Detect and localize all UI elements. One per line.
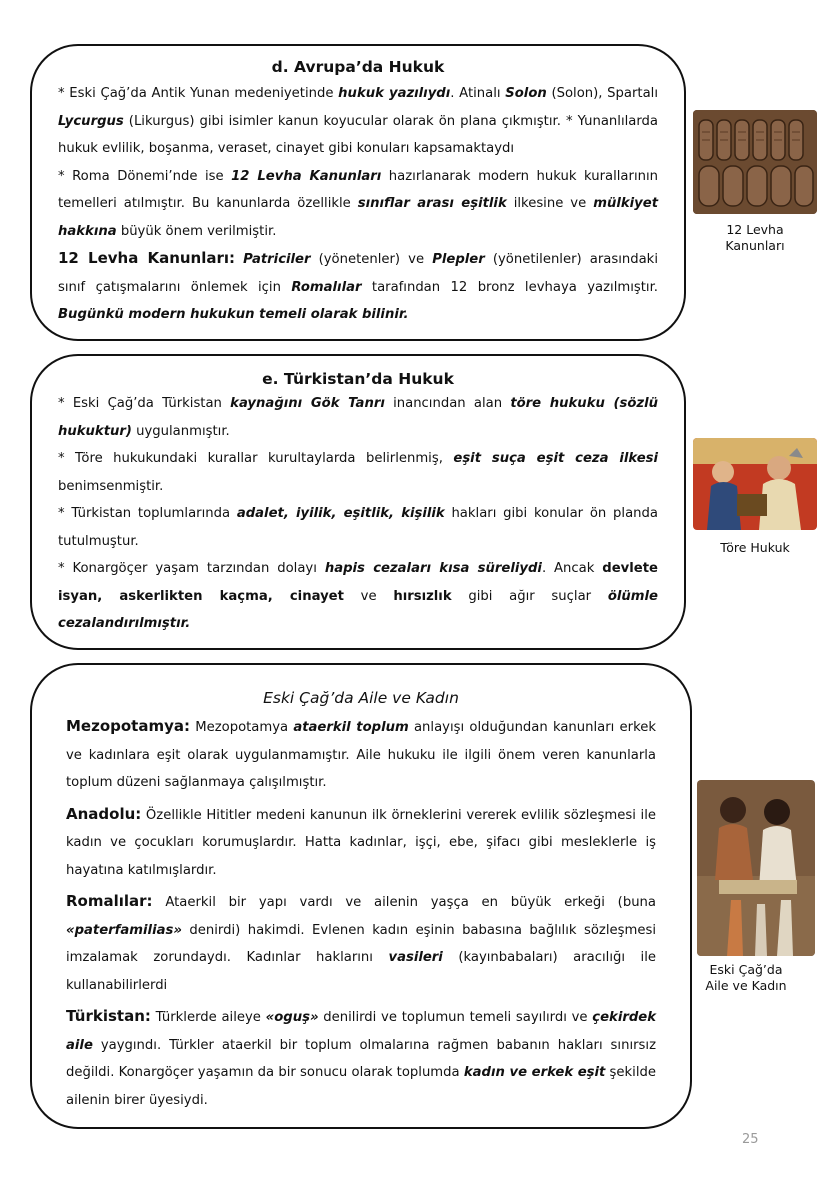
text-run: tarafından 12 bronz levhaya yazılmıştır. xyxy=(361,279,658,295)
text-run: töre hukuku (sözlü hukuktur) xyxy=(58,396,659,439)
paragraph xyxy=(58,80,658,163)
text-run: kaynağını Gök Tanrı xyxy=(230,396,385,411)
paragraph xyxy=(58,445,658,500)
text-run: Plepler xyxy=(432,252,485,267)
text-run: çekirdek aile xyxy=(66,1010,656,1053)
text-run: (kayınbabaları) aracılığı ile kullanabilirlerdi xyxy=(66,950,656,993)
text-run: «oguş» xyxy=(265,1010,319,1025)
text-run: Bugünkü modern hukukun temeli olarak bilinir. xyxy=(58,307,409,322)
paragraph xyxy=(58,555,658,638)
text-run: şekilde ailenin birer üyesiydi. xyxy=(66,1065,656,1108)
text-run xyxy=(235,252,243,267)
text-run: gibi ağır suçlar xyxy=(451,588,608,604)
paragraph xyxy=(66,1003,656,1114)
text-run: Mezopotamya xyxy=(190,720,294,735)
section-title: d. Avrupa’da Hukuk xyxy=(271,58,445,76)
text-run: kadın ve erkek eşit xyxy=(463,1065,606,1080)
section-title: Eski Çağ’da Aile ve Kadın xyxy=(263,689,459,707)
paragraph xyxy=(58,163,658,246)
text-run: (yönetilenler) arasındaki sınıf çatışmalarını önlemek için xyxy=(58,252,658,295)
text-run: Türklerde aileye xyxy=(150,1010,266,1025)
text-run: Lycurgus xyxy=(58,113,124,129)
caption-twelve-tables: 12 Levha Kanunları xyxy=(725,222,785,253)
text-run: uygulanmıştır. xyxy=(131,423,230,439)
text-run: büyük önem verilmiştir. xyxy=(116,223,277,239)
text-run: ölümle cezalandırılmıştır. xyxy=(58,588,658,631)
text-run: * Eski Çağ’da Türkistan xyxy=(58,396,231,411)
paragraph xyxy=(66,801,656,885)
text-run: (yönetenler) ve xyxy=(310,252,433,267)
text-run: hukuk yazılıydı xyxy=(338,86,451,101)
text-run: inancından alan xyxy=(384,396,511,411)
text-run: (Solon), Spartalı xyxy=(546,86,658,101)
text-run: . Ancak xyxy=(541,561,603,576)
text-run: * Töre hukukundaki kurallar kurultaylarda belirlenmiş, xyxy=(58,451,454,466)
text-run: hakları gibi konular ön planda tutulmuştur. xyxy=(58,506,658,549)
paragraph-lead: Romalılar: xyxy=(66,892,153,910)
text-run: Romalılar xyxy=(291,279,362,295)
text-run: vasileri xyxy=(388,950,443,965)
text-run: hapis cezaları kısa süreliydi xyxy=(324,561,542,576)
paragraph xyxy=(66,713,656,797)
text-run: . Atinalı xyxy=(450,86,506,101)
text-run: ilkesine ve xyxy=(506,196,594,211)
section-avrupa-hukuk xyxy=(30,44,686,341)
paragraph-lead: 12 Levha Kanunları: xyxy=(58,249,236,267)
text-run: mülkiyet hakkına xyxy=(58,196,659,239)
family-statue-image xyxy=(697,780,815,956)
tore-law-image xyxy=(693,438,817,530)
text-run: Ataerkil bir yapı vardı ve ailenin yaşça en büyük erkeği (buna xyxy=(152,895,656,910)
text-run: * Türkistan toplumlarında xyxy=(58,506,237,521)
text-run: Patriciler xyxy=(243,252,311,267)
text-run: 12 Levha Kanunları xyxy=(231,168,382,184)
paragraph xyxy=(58,390,658,445)
text-run: eşit suça eşit ceza ilkesi xyxy=(453,451,659,466)
text-run: denirdi) hakimdi. Evlenen kadın eşinin babasına bağlılık sözleşmesi imzalamak zorundaydı. Kadınlar haklarını xyxy=(66,922,656,965)
text-run: hazırlanarak modern hukuk kurallarının temelleri atılmıştır. Bu kanunlarda özellikle xyxy=(58,168,658,211)
paragraph-lead: Anadolu: xyxy=(66,804,142,823)
section-turkistan-hukuk xyxy=(30,354,686,650)
text-run: denilirdi ve toplumun temeli sayılırdı ve xyxy=(318,1010,593,1025)
text-run: adalet, iyilik, eşitlik, kişilik xyxy=(236,506,445,521)
caption-tore-hukuk: Töre Hukuk xyxy=(720,540,790,555)
caption-aile-kadin: Eski Çağ’da Aile ve Kadın xyxy=(705,962,787,993)
text-run: hırsızlık xyxy=(393,588,452,604)
paragraph-lead: Mezopotamya: xyxy=(66,717,190,735)
text-run: yaygındı. Türkler ataerkil bir toplum olmalarına rağmen babanın hakları sınırsız değildi. Konargöçer yaşamın da bir sonucu olarak toplumda xyxy=(66,1037,656,1080)
text-run: benimsenmiştir. xyxy=(58,478,164,494)
text-run: sınıflar arası eşitlik xyxy=(357,196,507,211)
text-run: ve xyxy=(343,588,394,604)
twelve-tables-image xyxy=(693,110,817,214)
text-run: * Eski Çağ’da Antik Yunan medeniyetinde xyxy=(58,86,339,101)
paragraph-lead: Türkistan: xyxy=(66,1007,151,1025)
text-run: * Roma Dönemi’nde ise xyxy=(58,168,232,184)
text-run: * Konargöçer yaşam tarzından dolayı xyxy=(58,561,325,576)
text-run: anlayışı olduğundan kanunları erkek ve kadınlara eşit olarak uygulanmamıştır. Aile hukuku ile ilgili önem veren kanunlarla toplum düzeni sağlanmaya çalışılmıştır. xyxy=(66,720,656,790)
text-run: (Likurgus) gibi isimler kanun koyucular olarak ön plana çıkmıştır. * Yunanlılarda hukuk evlilik, boşanma, veraset, cinayet gibi konuları kapsamaktaydı xyxy=(58,113,658,156)
text-run: Solon xyxy=(505,86,547,101)
section-aile-kadin xyxy=(30,663,692,1129)
text-run: «paterfamilias» xyxy=(66,922,182,938)
text-run: Özellikle Hititler medeni kanunun ilk örneklerini vererek evlilik sözleşmesi ile kadın ve çocukları korumuşlardır. Hatta kadınlar, işçi, ebe, şifacı gibi mesleklerle iş hayatına katılmışlardır. xyxy=(66,807,656,878)
paragraph xyxy=(58,245,658,329)
paragraph xyxy=(58,500,658,555)
paragraph xyxy=(66,888,656,999)
section-title: e. Türkistan’da Hukuk xyxy=(262,370,454,388)
text-run: ataerkil toplum xyxy=(293,720,409,735)
text-run: devlete isyan, askerlikten kaçma, cinayet xyxy=(58,561,658,604)
page-number: 25 xyxy=(742,1132,759,1147)
